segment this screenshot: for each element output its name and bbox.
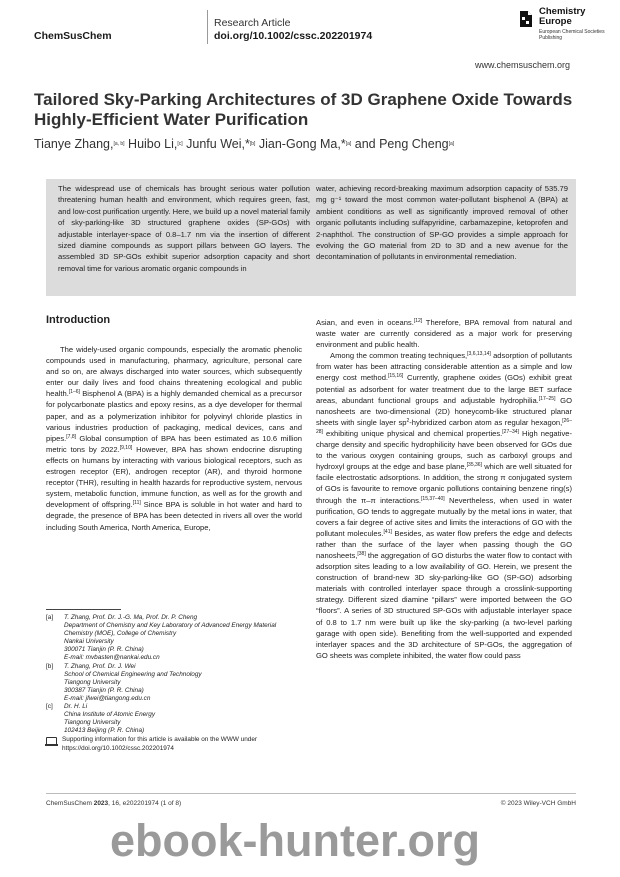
text-run: Currently, graphene oxides (GOs) exhibit great potential as adsorbent for water treatment due to the large BET surface areas, abundant functional groups and adjustable hydrophilia. bbox=[316, 373, 572, 405]
intro-paragraph-2 bbox=[316, 350, 572, 661]
text-run: Besides, as water flow prefers the edge and defects rather than the surface of the layer when passing though the GO nanosheets, bbox=[316, 528, 572, 560]
text-run: GO nanosheets are two-dimensional (2D) honeycomb-like structured planar sheets with single layer sp bbox=[316, 395, 572, 427]
citation-marker[interactable]: [27–34] bbox=[502, 428, 519, 435]
journal-name: ChemSusChem bbox=[34, 30, 112, 42]
affiliation-entry bbox=[46, 663, 306, 703]
author-name: Junfu Wei,* bbox=[182, 137, 250, 151]
citation-marker[interactable]: [7,8] bbox=[66, 433, 76, 440]
author-affiliation-marker: [a] bbox=[345, 141, 352, 147]
affiliation-entry bbox=[46, 614, 306, 663]
affiliation-authors: T. Zhang, Prof. Dr. J.-G. Ma, Prof. Dr. P. Cheng bbox=[64, 614, 198, 621]
chemistry-europe-logo-icon bbox=[518, 9, 534, 29]
affiliation-entry bbox=[46, 703, 306, 735]
citation-marker[interactable]: [17–25] bbox=[538, 395, 556, 402]
abstract-right-column: water, achieving record-breaking maximum adsorption capacity of 535.79 mg g⁻¹ toward the most common water-pollutant bisphenol A (BPA) at ambient conditions as well as significantly improved removal of other organic pollutants including sulfapyridine, carbamazepine, ketoprofen and 2-naphthol. The construction of SP-GO provides a simple approach for evolving the GO material from 2D to 3D and a new avenue for the decontamination of pollutants in environmental remediation. bbox=[316, 184, 568, 262]
article-type: Research Article bbox=[214, 17, 291, 29]
text-run: which are well situated for facile electrostatic adsorptions. In addition, the strong π conjugated system of GOs is favourite to remove organic pollutions containing benzene ring(s) through the π–π interactions. bbox=[316, 462, 573, 505]
affiliation-tag: [b] bbox=[46, 662, 54, 670]
citation-marker[interactable]: 2 bbox=[406, 417, 410, 424]
text-run: However, BPA has shown endocrine disrupting effects on humans by interacting with various biological receptors, such as estrogen receptor (ER), androgen receptor (AR), and thyroid hormone receptor (THR), resulting in health hazards for reproductive system, nervous system, metabolic function, immune function, as well as for the growth and development of offspring. bbox=[46, 444, 302, 510]
laptop-icon bbox=[46, 737, 57, 745]
text-run: the aggregation of GO disturbs the water flow to contact with adsorption sites leading to a low availability of GO. Herein, we present the construction of brand-new 3D sky-parking-like GO (SP-GO) adsorbing materials with controlled interlayer space through a crosslink-supporting strategy. Different sized diamine “pillars” were imported between the GO “floors”. A series of 3D structured SP-GOs with adjustable interlayer space of 0.8 to 1.7 nm were built up like the sky-parking (a two-level parking garage with open side). Benefiting from the well-supported and expended interlayer spaces and the 3D architecture of SP-GOs, the aggregation of GO sheets was complete inhibited, the water flow could pass bbox=[316, 550, 572, 660]
intro-right-column bbox=[316, 317, 572, 661]
affiliation-line: Department of Chemistry and Key Laboratory of Advanced Energy Material Chemistry (MOE), College of Chemistry bbox=[64, 622, 277, 638]
affiliations bbox=[46, 614, 306, 753]
text-run: -hybridized carbon atom as regular hexagon, bbox=[409, 417, 563, 427]
section-heading-introduction: Introduction bbox=[46, 314, 111, 326]
author-name: Tianye Zhang, bbox=[34, 137, 114, 151]
affiliation-line: 102413 Beijing (P. R. China) bbox=[64, 727, 145, 735]
footer-year: 2023 bbox=[93, 800, 109, 807]
header-divider bbox=[207, 10, 208, 44]
text-run: Nevertheless, when used in water purification, GO tends to aggregate mutually by the metal ions in water, that covers a fair degree of active sites and limits the interactions of GO with the pollutant molecules. bbox=[316, 495, 572, 538]
doi-link[interactable]: doi.org/10.1002/cssc.202201974 bbox=[214, 30, 373, 42]
text-run: exhibiting unique physical and chemical properties. bbox=[322, 428, 503, 438]
watermark-text: ebook-hunter.org bbox=[110, 815, 480, 866]
affiliation-authors: Dr. H. Li bbox=[64, 703, 88, 711]
journal-url[interactable]: www.chemsuschem.org bbox=[474, 60, 570, 70]
author-affiliation-marker: [b] bbox=[249, 141, 256, 147]
citation-marker[interactable]: [38] bbox=[357, 550, 366, 557]
citation-marker[interactable]: [41] bbox=[383, 528, 392, 535]
abstract-left-column: The widespread use of chemicals has brought serious water pollution threatening human health and environment, which requires green, fast, and low-cost purification urgently. Here, we build up a novel material family of sky-parking-like 3D structured graphene oxides (SP-GOs) with adjustable interlayer-space of 0.8–1.7 nm via the insertion of different sized diamine compounds as support pillars between GO layers. The assembled 3D SP-GOs exhibit superior adsorption capacity and short removal time for various aromatic organic compounds in bbox=[58, 184, 310, 273]
affiliation-line: School of Chemical Engineering and Technology bbox=[64, 670, 202, 678]
footer-citation bbox=[46, 800, 181, 807]
publisher-subtitle: European Chemical Societies Publishing bbox=[539, 29, 605, 41]
author-name: Huibo Li, bbox=[124, 137, 178, 151]
text-run: Asian, and even in oceans. bbox=[316, 318, 414, 327]
author-affiliation-marker: [a] bbox=[448, 141, 455, 147]
citation-marker[interactable]: [11] bbox=[132, 500, 141, 507]
text-run: Since BPA is soluble in hot water and hard to degrade, the presence of BPA has been detected in rivers all over the world including South America, North America, Europe, bbox=[46, 500, 303, 532]
citation-marker[interactable]: [15,16] bbox=[388, 373, 404, 380]
footer-copyright: © 2023 Wiley-VCH GmbH bbox=[500, 800, 576, 807]
affiliation-tag: [a] bbox=[46, 614, 54, 621]
author-name: and Peng Cheng bbox=[351, 137, 449, 151]
footer-journal: ChemSusChem bbox=[46, 800, 92, 807]
affiliation-line: Tiangong University bbox=[64, 678, 121, 686]
footer-volume-page: , 16, e202201974 (1 of 8) bbox=[108, 800, 182, 807]
author-affiliation-marker: [c] bbox=[177, 141, 183, 147]
citation-marker[interactable]: [1–6] bbox=[68, 389, 80, 396]
affiliation-line: China Institute of Atomic Energy bbox=[64, 711, 156, 719]
publisher-name: Chemistry Europe bbox=[539, 6, 586, 27]
text-run: Therefore, BPA removal from natural and waste water are currently considered as a major work for preserving environment and public health. bbox=[316, 318, 572, 350]
citation-marker[interactable]: [9,10] bbox=[119, 444, 133, 451]
author-affiliation-marker: [a, b] bbox=[113, 141, 125, 147]
intro-paragraph-1 bbox=[46, 344, 302, 533]
affiliation-line: 300071 Tianjin (P. R. China) bbox=[64, 646, 144, 654]
text-run: High negative-charge density and specific hydrophilicity have been observed for GOs due to the various oxygen containing groups, such as carboxyl groups and hydroxyl groups at the edge and base plane, bbox=[316, 428, 572, 472]
text-run: Bisphenol A (BPA) is a highly demanded chemical as a precursor for polycarbonate plastics and epoxy resins, as a dye developer for thermal paper, and as a polymerization inhibitor for polyvinyl chloride plastics in various industries production of packaging, medical devices, cans and pipes. bbox=[46, 389, 302, 443]
text-run: Global consumption of BPA has been estimated as 10.6 million metric tons by 2022. bbox=[46, 433, 302, 454]
footer-rule bbox=[46, 793, 576, 794]
supporting-information-text[interactable]: Supporting information for this article is available on the WWW under https://doi.org/10.1002/cssc.202201974 bbox=[62, 736, 258, 752]
affiliation-email[interactable]: E-mail: jfwei@tiangong.edu.cn bbox=[64, 694, 151, 702]
text-run: adsorption of pollutants from water has been attracting considerable attention as a simple and low energy cost method. bbox=[316, 351, 573, 383]
citation-marker[interactable]: [35,36] bbox=[466, 462, 482, 469]
citation-marker[interactable]: [3,6,13,14] bbox=[467, 351, 491, 358]
citation-marker[interactable]: [26–28] bbox=[316, 417, 572, 435]
affiliation-authors: T. Zhang, Prof. Dr. J. Wei bbox=[64, 662, 136, 670]
affiliation-tag: [c] bbox=[46, 703, 53, 711]
affiliation-line: Nankai University bbox=[64, 638, 114, 646]
affiliation-rule bbox=[46, 609, 121, 610]
supporting-information-note bbox=[46, 736, 306, 752]
author-list bbox=[34, 137, 594, 151]
article-title: Tailored Sky-Parking Architectures of 3D Graphene Oxide Towards Highly-Efficient Water Purification bbox=[34, 90, 573, 129]
citation-marker[interactable]: [12] bbox=[413, 318, 423, 324]
affiliation-line: 300387 Tianjin (P. R. China) bbox=[64, 686, 144, 694]
text-run: The widely-used organic compounds, especially the aromatic phenolic compounds used in manufacturing, pharmacy, agriculture, personal care and so on, are always discharged into water sources, which subsequently enter our daily lives and food chains threatening ecological and public health. bbox=[46, 345, 302, 399]
affiliation-line: Tiangong University bbox=[64, 719, 121, 727]
affiliation-email[interactable]: E-mail: mvbasten@nankai.edu.cn bbox=[64, 654, 160, 662]
text-run: Among the common treating techniques, bbox=[330, 351, 468, 361]
author-name: Jian-Gong Ma,* bbox=[255, 137, 346, 151]
intro-left-column bbox=[46, 344, 302, 533]
citation-marker[interactable]: [15,37–40] bbox=[421, 495, 445, 502]
intro-paragraph-continued bbox=[316, 317, 572, 350]
